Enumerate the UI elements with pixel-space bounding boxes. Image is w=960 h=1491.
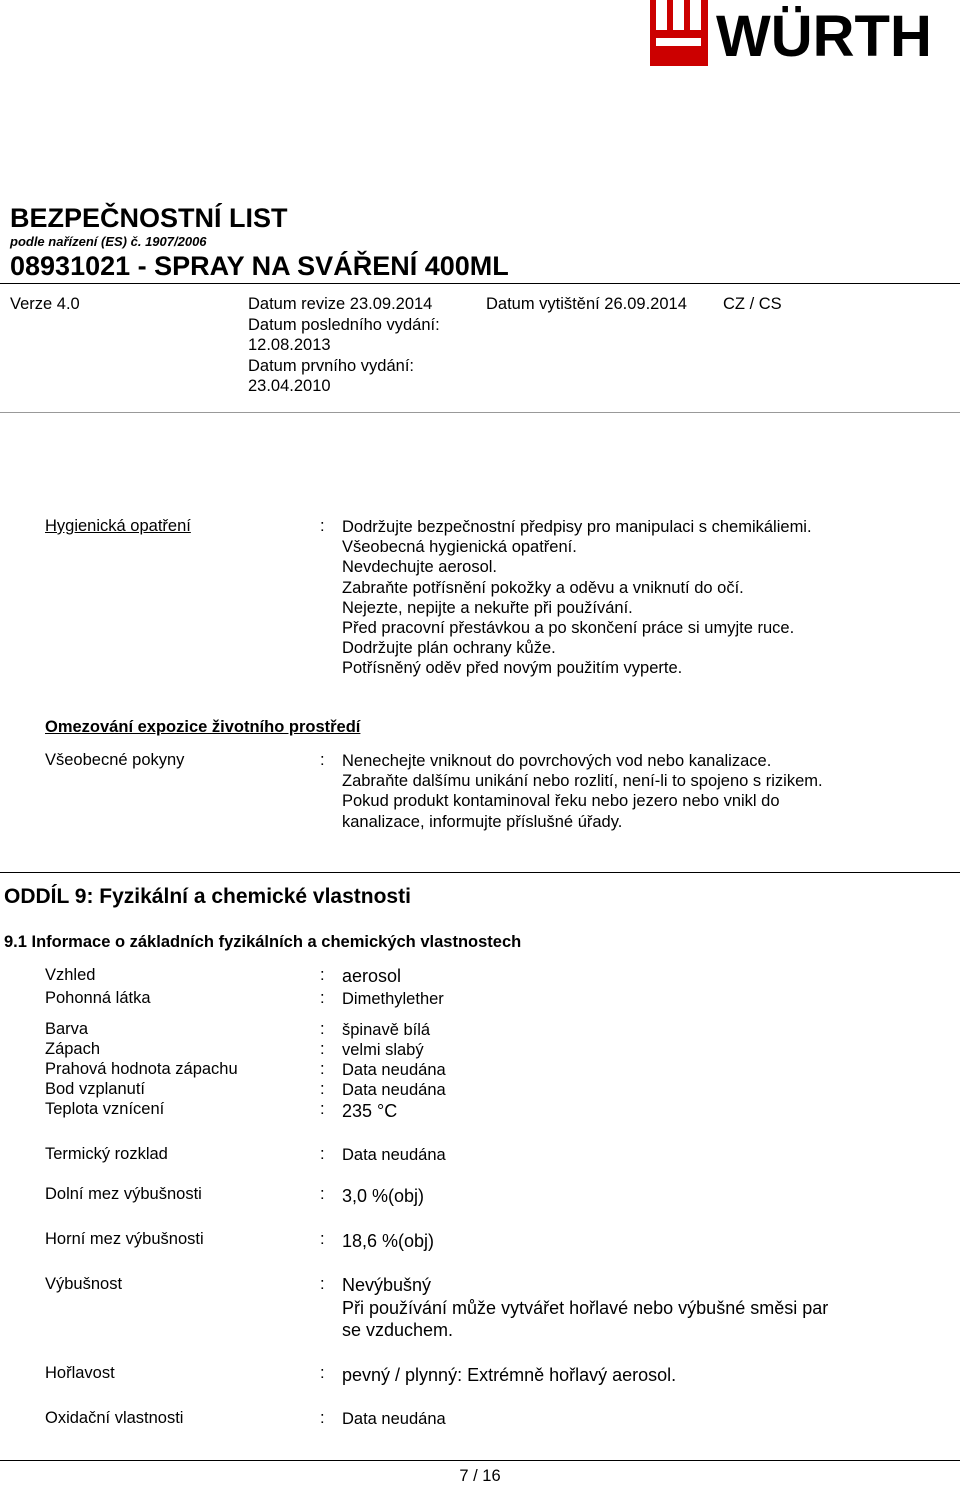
property-value: pevný / plynný: Extrémně hořlavý aerosol.: [342, 1365, 677, 1385]
last-issue-label: Datum posledního vydání:: [248, 315, 440, 334]
document-title: BEZPEČNOSTNÍ LIST: [10, 203, 288, 233]
property-value: Nevýbušný Při používání může vytvářet hořlavé nebo výbušné směsi par se vzduchem.: [342, 1275, 829, 1340]
colon: :: [320, 1275, 325, 1293]
property-value: velmi slabý: [342, 1041, 424, 1059]
property-label: Teplota vznícení: [45, 1100, 165, 1118]
property-label: Pohonná látka: [45, 989, 151, 1007]
colon: :: [320, 1020, 325, 1038]
property-label: Dolní mez výbušnosti: [45, 1185, 202, 1203]
property-value: 18,6 %(obj): [342, 1231, 435, 1251]
colon: :: [320, 1060, 325, 1078]
product-title: 08931021 - SPRAY NA SVÁŘENÍ 400ML: [10, 251, 509, 281]
svg-text:WÜRTH: WÜRTH: [716, 4, 932, 68]
property-label: Výbušnost: [45, 1275, 123, 1293]
page-number: 7 / 16: [459, 1467, 501, 1485]
environment-text: Nenechejte vniknout do povrchových vod nebo kanalizace. Zabraňte dalšímu unikání nebo rozlití, není-li to spojeno s rizikem. Pokud produkt kontaminoval řeku nebo jezero nebo vnikl do kanalizace, informujte příslušné úřady.: [342, 752, 823, 831]
property-label: Hořlavost: [45, 1364, 115, 1382]
colon: :: [320, 1040, 325, 1058]
hygiene-label: Hygienická opatření: [45, 517, 191, 535]
colon: :: [320, 1185, 325, 1203]
colon: :: [320, 1080, 325, 1098]
property-value: Dimethylether: [342, 990, 444, 1008]
section-divider: [0, 872, 960, 873]
language: CZ / CS: [723, 295, 782, 313]
revision-date: Datum revize 23.09.2014: [248, 295, 433, 313]
property-label: Horní mez výbušnosti: [45, 1230, 204, 1248]
general-instructions-label: Všeobecné pokyny: [45, 751, 185, 769]
property-label: Zápach: [45, 1040, 101, 1058]
colon: :: [320, 1409, 325, 1427]
last-issue-date: 12.08.2013: [248, 336, 331, 354]
first-issue-date: 23.04.2010: [248, 377, 331, 395]
regulation-subtitle: podle nařízení (ES) č. 1907/2006: [10, 234, 207, 249]
property-label: Oxidační vlastnosti: [45, 1409, 184, 1427]
first-issue-label: Datum prvního vydání:: [248, 356, 414, 375]
property-label: Barva: [45, 1020, 89, 1038]
hygiene-text: Dodržujte bezpečnostní předpisy pro manipulaci s chemikáliemi. Všeobecná hygienická opatření. Nevdechujte aerosol. Zabraňte potřísnění pokožky a oděvu a vniknutí do očí. Nejezte, nepijte a nekuřte při používání. Před pracovní přestávkou a po skončení práce si umyjte ruce. Dodržujte plán ochrany kůže. Potřísněný oděv před novým použitím vyperte.: [342, 518, 812, 678]
colon: :: [320, 1230, 325, 1248]
print-date: Datum vytištění 26.09.2014: [486, 295, 687, 313]
colon: :: [320, 966, 325, 984]
colon: :: [320, 1100, 325, 1118]
divider: [0, 412, 960, 413]
colon: :: [320, 517, 325, 535]
colon: :: [320, 989, 325, 1007]
property-label: Termický rozklad: [45, 1145, 168, 1163]
version: Verze 4.0: [10, 295, 80, 313]
property-value: Data neudána: [342, 1410, 446, 1428]
environment-section-title: Omezování expozice životního prostředí: [45, 718, 361, 736]
property-value: špinavě bílá: [342, 1021, 431, 1039]
property-value: Data neudána: [342, 1146, 446, 1164]
property-label: Prahová hodnota zápachu: [45, 1060, 238, 1078]
property-value: 235 °C: [342, 1101, 398, 1121]
colon: :: [320, 1364, 325, 1382]
colon: :: [320, 751, 325, 769]
property-label: Vzhled: [45, 966, 96, 984]
colon: :: [320, 1145, 325, 1163]
property-value: Data neudána: [342, 1081, 446, 1099]
wurth-logo: [648, 0, 960, 68]
section-9-1-title: 9.1 Informace o základních fyzikálních a chemických vlastnostech: [4, 933, 522, 951]
property-value: 3,0 %(obj): [342, 1186, 425, 1206]
divider: [0, 283, 960, 284]
section-9-title: ODDÍL 9: Fyzikální a chemické vlastnosti: [4, 885, 411, 908]
property-value: Data neudána: [342, 1061, 446, 1079]
footer-divider: [0, 1460, 960, 1461]
property-label: Bod vzplanutí: [45, 1080, 145, 1098]
property-value: aerosol: [342, 966, 402, 986]
